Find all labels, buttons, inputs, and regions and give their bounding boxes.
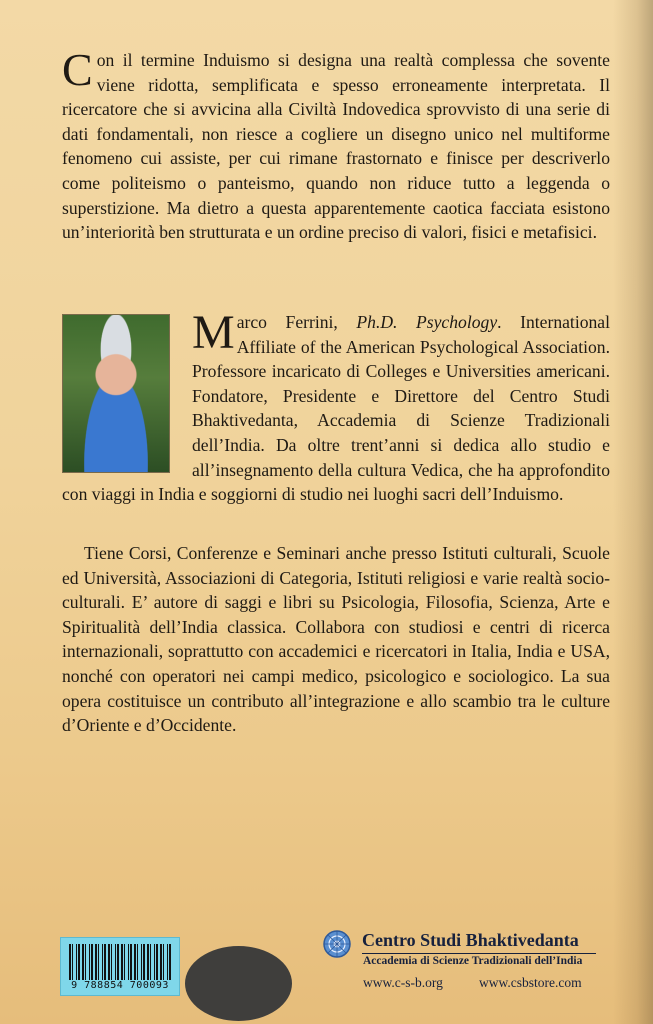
author-photo [62,314,170,473]
publisher-subtitle: Accademia di Scienze Tradizionali dell’India [363,955,583,967]
author-credential: Ph.D. Psychology [356,312,498,332]
mandala-logo-icon [323,929,351,959]
isbn-number: 9 788854 700093 [71,980,169,991]
author-block [62,306,611,507]
author-dropcap: M [192,306,235,359]
publisher-divider [362,953,596,954]
intro-paragraph [62,44,610,245]
spine-shadow [613,0,653,1024]
author-bio: . International Affiliate of the American Psychological Association. Professore incaricato di Colleges e Universities americani. Fondatore, Presidente e Direttore del Centro Studi Bhaktivedanta, Accademia di Scienze Tradizionali dell’India. Da oltre trent’anni si dedica allo studio e all’insegnamento della cultura Vedica, che ha approfondito con viaggi in India e soggiorni di studio nei luoghi sacri dell’Induismo. [62,312,611,505]
author-bio-paragraph-2: Tiene Corsi, Conferenze e Seminari anche presso Istituti culturali, Scuole ed Università, Associazioni di Categoria, Istituti religiosi e varie realtà socio-culturali. E’ autore di saggi e libri su Psicologia, Filosofia, Scienza, Arte e Spiritualità dell’India classica. Collabora con studiosi e centri di ricerca internazionali, soprattutto con accademici e ricercatori in Italia, India e USA, nonché con operatori nei campi medico, psicologico e sociologico. La sua opera costituisce un contributo all’integrazione e allo scambio tra le culture d’Oriente e d’Occidente. [62,543,610,736]
barcode-bars [69,944,171,980]
price-sticker [185,946,292,1021]
publisher-url-1: www.c-s-b.org [363,975,443,990]
barcode [60,937,180,996]
publisher-url-2: www.csbstore.com [479,975,582,990]
intro-text: on il termine Induismo si designa una realtà complessa che sovente viene ridotta, semplificata e spesso erroneamente interpretata. Il ricercatore che si avvicina alla Civiltà Indovedica sprovvisto di una serie di dati fondamentali, non riesce a cogliere un disegno unico nel multiforme fenomeno cui assiste, per cui rimane frastornato e finisce per descriverlo come politeismo o panteismo, quando non riduce tutto a leggenda o superstizione. Ma dietro a questa apparentemente caotica facciata esistono un’interiorità ben strutturata e un ordine preciso di valori, fisici e metafisici. [62,50,610,243]
intro-dropcap: C [62,44,93,95]
author-name: arco Ferrini, [236,312,357,332]
publisher-name: Centro Studi Bhaktivedanta [362,930,579,950]
